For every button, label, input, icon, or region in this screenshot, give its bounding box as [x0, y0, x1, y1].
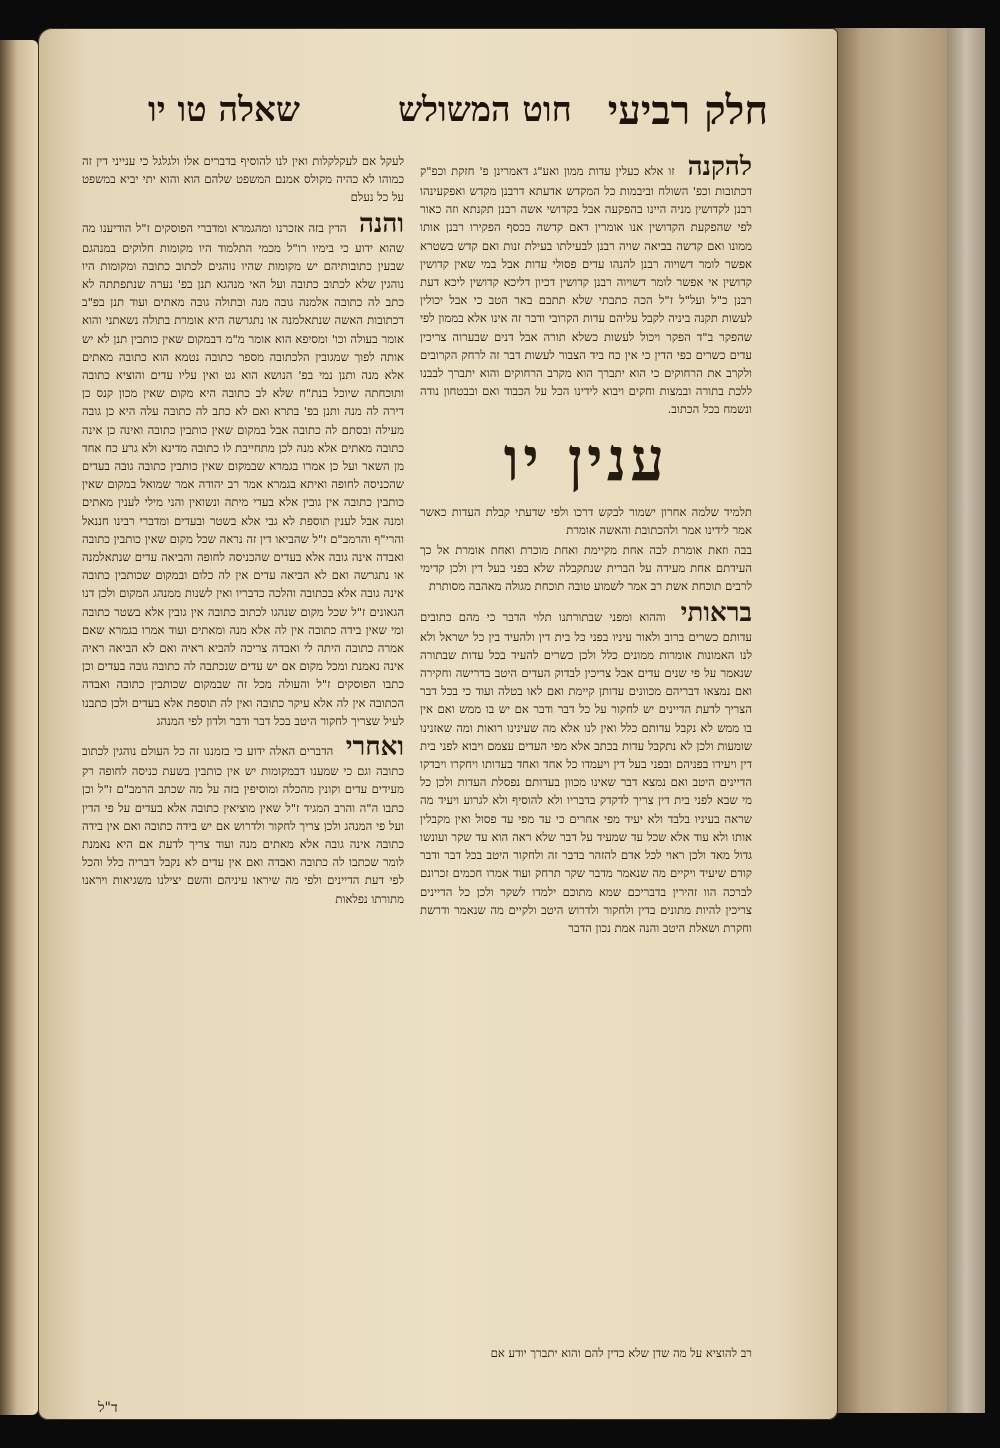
- right-paragraph-3-text: וההוא ומפני שבתורתנו תלוי הדבר כי מהם כתובים עדותם כשרים ברוב ולאור עיניו בפני כל בית דין ולהעיד בין כל ישראל ולא לנו האמונות אומרות ממונים כלל ולכן כשרים להעיד בכל עדות שבתורה שנאמר על פי שנים עדים אבל צריכין לבדוק העדים היטב בדרישה וחקירה ואם נמצאו דבריהם מכוונים עדותן קיימת ואם לאו בטלה ועוד כי בכל דבר הצריך לדעת הדיינים יש לחקור על כל דבר ודבר אם יש בו ממש ואם אין בו ממש לא נקבל עדותם כלל ואין לנו אלא מה שעינינו רואות ומה שאזנינו שומעות ולכן לא נתקבל עדות בכתב אלא מפי העדים עצמם ויבוא לפני בית דין ויעידו בפניהם ובפני בעל דין ויעמדו כל אחד ואחד בעדותו ויחקרו ויבדקו הדיינים היטב ואם נמצא דבר שאינו מכוון בעדותם נפסלת העדות ולכן כל מי שבא לפני בית דין צריך לדקדק בדבריו ולא להוסיף ולא לגרוע ויעיד מה שראה בעיניו בלבד ולא יעיד מפי אחרים כי עד מפי עד פסול ואין מקבלין אותו ולא עוד אלא שכל עד שמעיד על דבר שלא ראה הוא עד שקר ועונשו גדול מאד ולכן ראוי לכל אדם להזהר בדבר זה ולחקור היטב בכל דבר ודבר קודם שיעיד ויקיים מה שנאמר מדבר שקר תרחק ועוד אמרו חכמים זכרונם לברכה הוו זהירין בדבריכם שמא מתוכם ילמדו לשקר ולכן כל הדיינים צריכין להיות מתונים בדין ולחקור ולדרוש היטב ולקיים מה שנאמר ודרשת וחקרת ושאלת היטב והנה אמת נכון הדבר: [420, 609, 752, 935]
- right-lead-word: להקנה: [687, 152, 752, 182]
- left-paragraph-3-text: הדברים האלה ידוע כי בזמננו זה כל העולם נוהגין לכתוב כתובה וגם כי שמענו דבמקומות יש אין כותבין בשעת כניסה לחופה רק מעידים עדים וקונין מהכלה ומוסיפין בזה על מה שכתב הרמב"ם ז"ל וכן כתבו ה"ה והרב המגיד ז"ל שאין מוציאין כתובה אלא בעדים על פי הדין ועל פי המנהג ולכן צריך לחקור ולדרוש אם יש בידה כתובה ואם אין בידה כתובה אינה גובה אלא מאתים מנה ועוד צריך לדעת אם היא נאמנת לומר שכתבו לה כתובה ואבדה ואם אין עדים לא נקבל דבריה כלל והכל לפי דעת הדיינים ולפי מה שיראו עיניהם והשם יצילנו משגיאות ויראנו מתורתו נפלאות: [82, 744, 404, 906]
- previous-page-edge: [0, 40, 38, 1415]
- right-paragraph-1: [420, 152, 752, 419]
- left-paragraph-2: [82, 209, 404, 730]
- left-paragraph-2-text: הדין בזה אזכרנו ומהגמרא ומדברי הפוסקים ז"ל הודיענו מה שהוא ידוע כי בימיו רו"ל מכמי התלמוד היו מקומות חלוקים במנהגם שבעין כתובותיהם יש מקומות שהיו נוהגים לכתוב כתובה ומקומות היו נוהגין שלא לכתוב כתובה ועל האי מנהגא תנן בפ' נערה שנתפתתה לא כתב לה כתובה אלמנה גובה מנה ובתולה גובה מאתים ועוד תנן בפ"ב דכתובות האשה שנתאלמנה או נתגרשה היא אומרת בתולה נשאתני והוא אומר בעולה וכו' ומסיפא הוא אומר מ"מ דבמקום שאין כותבין תנן לא יש אותה לפוך שמגובין הלכתובה מספר כתובה נטמא הוא כתובה מאתים אלא מנה ותנן נמי בפ' הנושא הוא גט ואין עליו עדים והוציא כתובה ותוכחתה שיוכל בנת"ח שלא לב כתובה היא מקום שאין מכון קנס כן דירה לה מנה ותנן בפ' בתרא ואם לא כתב לה כתובה עלה היא כן גובה מעילה ובסתם לה כתובה אבל במקום שאין כותבין כתובה ואינה כן אינה כתובה מאתים אלא מנה לכן מתחייבת לו כתובה מדינא ולא גרע כח אחד מן השאר ועל כן אמרו בגמרא שבמקום שאין כותבין כתובה גובה בעדים שהכניסה לחופה ואיתא בגמרא אמר רב יהודה אמר שמואל במקום שאין כותבין כתובה אין גובין אלא בעדי מיתה ונשואין והני מילי לענין מאתים ומנה אבל לענין תוספת לא גבי אלא בשטר ובעדים ומדברי רבינו חננאל והרי"ף והרמב"ם ז"ל שהביאו דין זה נראה שכל מקום שאין כותבין כתובה ואבדה אינה גובה אלא בעדים שהכניסה לחופה והביאה עדים שנתאלמנה או נתגרשה ואם לא הביאה עדים אין לה כלום ובמקום שכותבין כתובה אינה גובה אלא בכתובה והלכה כדבריו ואין לשנות ממנהג המקום ולכן דנו הגאונים ז"ל שכל מקום שנהגו לכתוב כתובה אין גובין אלא בשטר כתובה ומי שאין בידה כתובה אין לה אלא מנה ומאתים ועוד אמרו בגמרא שאם אמרה כתובה היתה לי ואבדה צריכה להביא ראיה ואם לא הביאה ראיה אינה נאמנת ומכל מקום אם יש עדים שנכתבה לה כתובה גובה בעדים וכן כתבו הפוסקים ז"ל והעולה מכל זה שבמקום שכותבין כתובה ואבדה הכתובה אין לה אלא עיקר כתובה ואין לה תוספת אלא בעדים ולכן כתבנו לעיל שצריך לחקור היטב בכל דבר ודבר ולדון לפי המנהג: [82, 220, 404, 728]
- book-page-edges: [835, 28, 985, 1413]
- left-paragraph-1: לעקל אם לעקלקלות ואין לנו להוסיף בדברים אלו ולגלגל כי ענייני דין זה כמוהו לא כהיה מקולס אמנם המשפט שלהם הוא והוא יתי יביא במשפט על כל נעלם: [82, 154, 404, 205]
- right-paragraph-3: [420, 598, 752, 937]
- catchword-line: רב להוציא על מה שדן שלא כדין להם והוא יתברך יודע אם: [490, 1346, 752, 1360]
- left-lead-word: והנה: [358, 208, 404, 239]
- section-heading: ענין יו: [503, 424, 669, 495]
- right-intro: תלמיד שלמה אחרון ישמור לבקש דרכו ולפי שדעתי קבלת העדות כאשר אמר לידינו אמר ולהכתובת והאשה אומרת: [420, 504, 752, 537]
- right-paragraph-2: בבה וזאת אומרת לבה אחת מקיימת ואחת מוכרת ואחת אומרת אל כך העידתם אחת מעידה על הברית שנתקבלה שלא בפני בעל דין ולכן קדימי לרבים תוכחת אשת רב אמר לשמוע טובה תוכחת מגולה מאהבה מסותרת: [420, 543, 752, 594]
- header-book-title: חוט המשולש: [398, 90, 572, 130]
- folio-mark: ד"ל: [98, 1400, 118, 1416]
- right-lead-word-2: בראותי: [680, 597, 752, 628]
- right-text-column: [420, 152, 752, 1342]
- right-paragraph-1-text: זו אלא כעלין עדות ממון ואע"ג דאמרינן פ' חזקת וכפ"ק דכתובות וכפ' השולח וביבמות כל המקדש אדעתא דרבנן מקדש ואפקעינהו רבנן לקדושין מניה היינו בהפקעה אבל בקדושי אשה רבנן תקנתא וזה כאור לפי שהפקעת הקדושין אנו אומרין דאם קדשה בכסף הפקירו רבנן אותו ממונו ואם קדשה בביאה שויה רבנן לבעילתו בעילת זנות ואם קדש בשטרא אפשר לומר דשויוה רבנן להנהו עדים פסולי עדות אבל במי שאין קדושין קדושין אי אפשר לומר דשויוה רבנן קדושין דכיון דליכא קדושין ליכא דעת רבנן כ"ל ועל"ל ז"ל הכה כתבתי שלא תתבם באר הטב כי אבל יכולין לעשות תקנה ביניה לקבל עליהם עדות הקרובי ודבר זה אינו אלא בממון לפי שהפקר ב"ד הפקר ויכול לעשות כשלא תורה אבל דנים שבערוה צריכין עדים כשרים כפי הדין כי אין כח ביד הצבור לעשות דבר זה לרחק הקרובים ולקרב את הרחוקים כי הוא יתברך הוא מקרב הרחוקים והוא יתברך לבבנו ללכת בתורה ובמצות וחקים ויבוא לידינו הכל על הכבוד ואם ובבטחון נודה ונשמח בכל הכתוב.: [420, 164, 752, 417]
- manuscript-page: [38, 28, 838, 1420]
- left-text-column: [82, 152, 404, 1422]
- header-part: חלק רביעי: [607, 86, 768, 134]
- left-paragraph-3: [82, 732, 404, 908]
- header-siman: שאלה טו יו: [148, 90, 300, 130]
- left-lead-word-2: ואחרי: [345, 732, 404, 763]
- page-header: [148, 80, 768, 140]
- book-cover: [947, 28, 985, 1413]
